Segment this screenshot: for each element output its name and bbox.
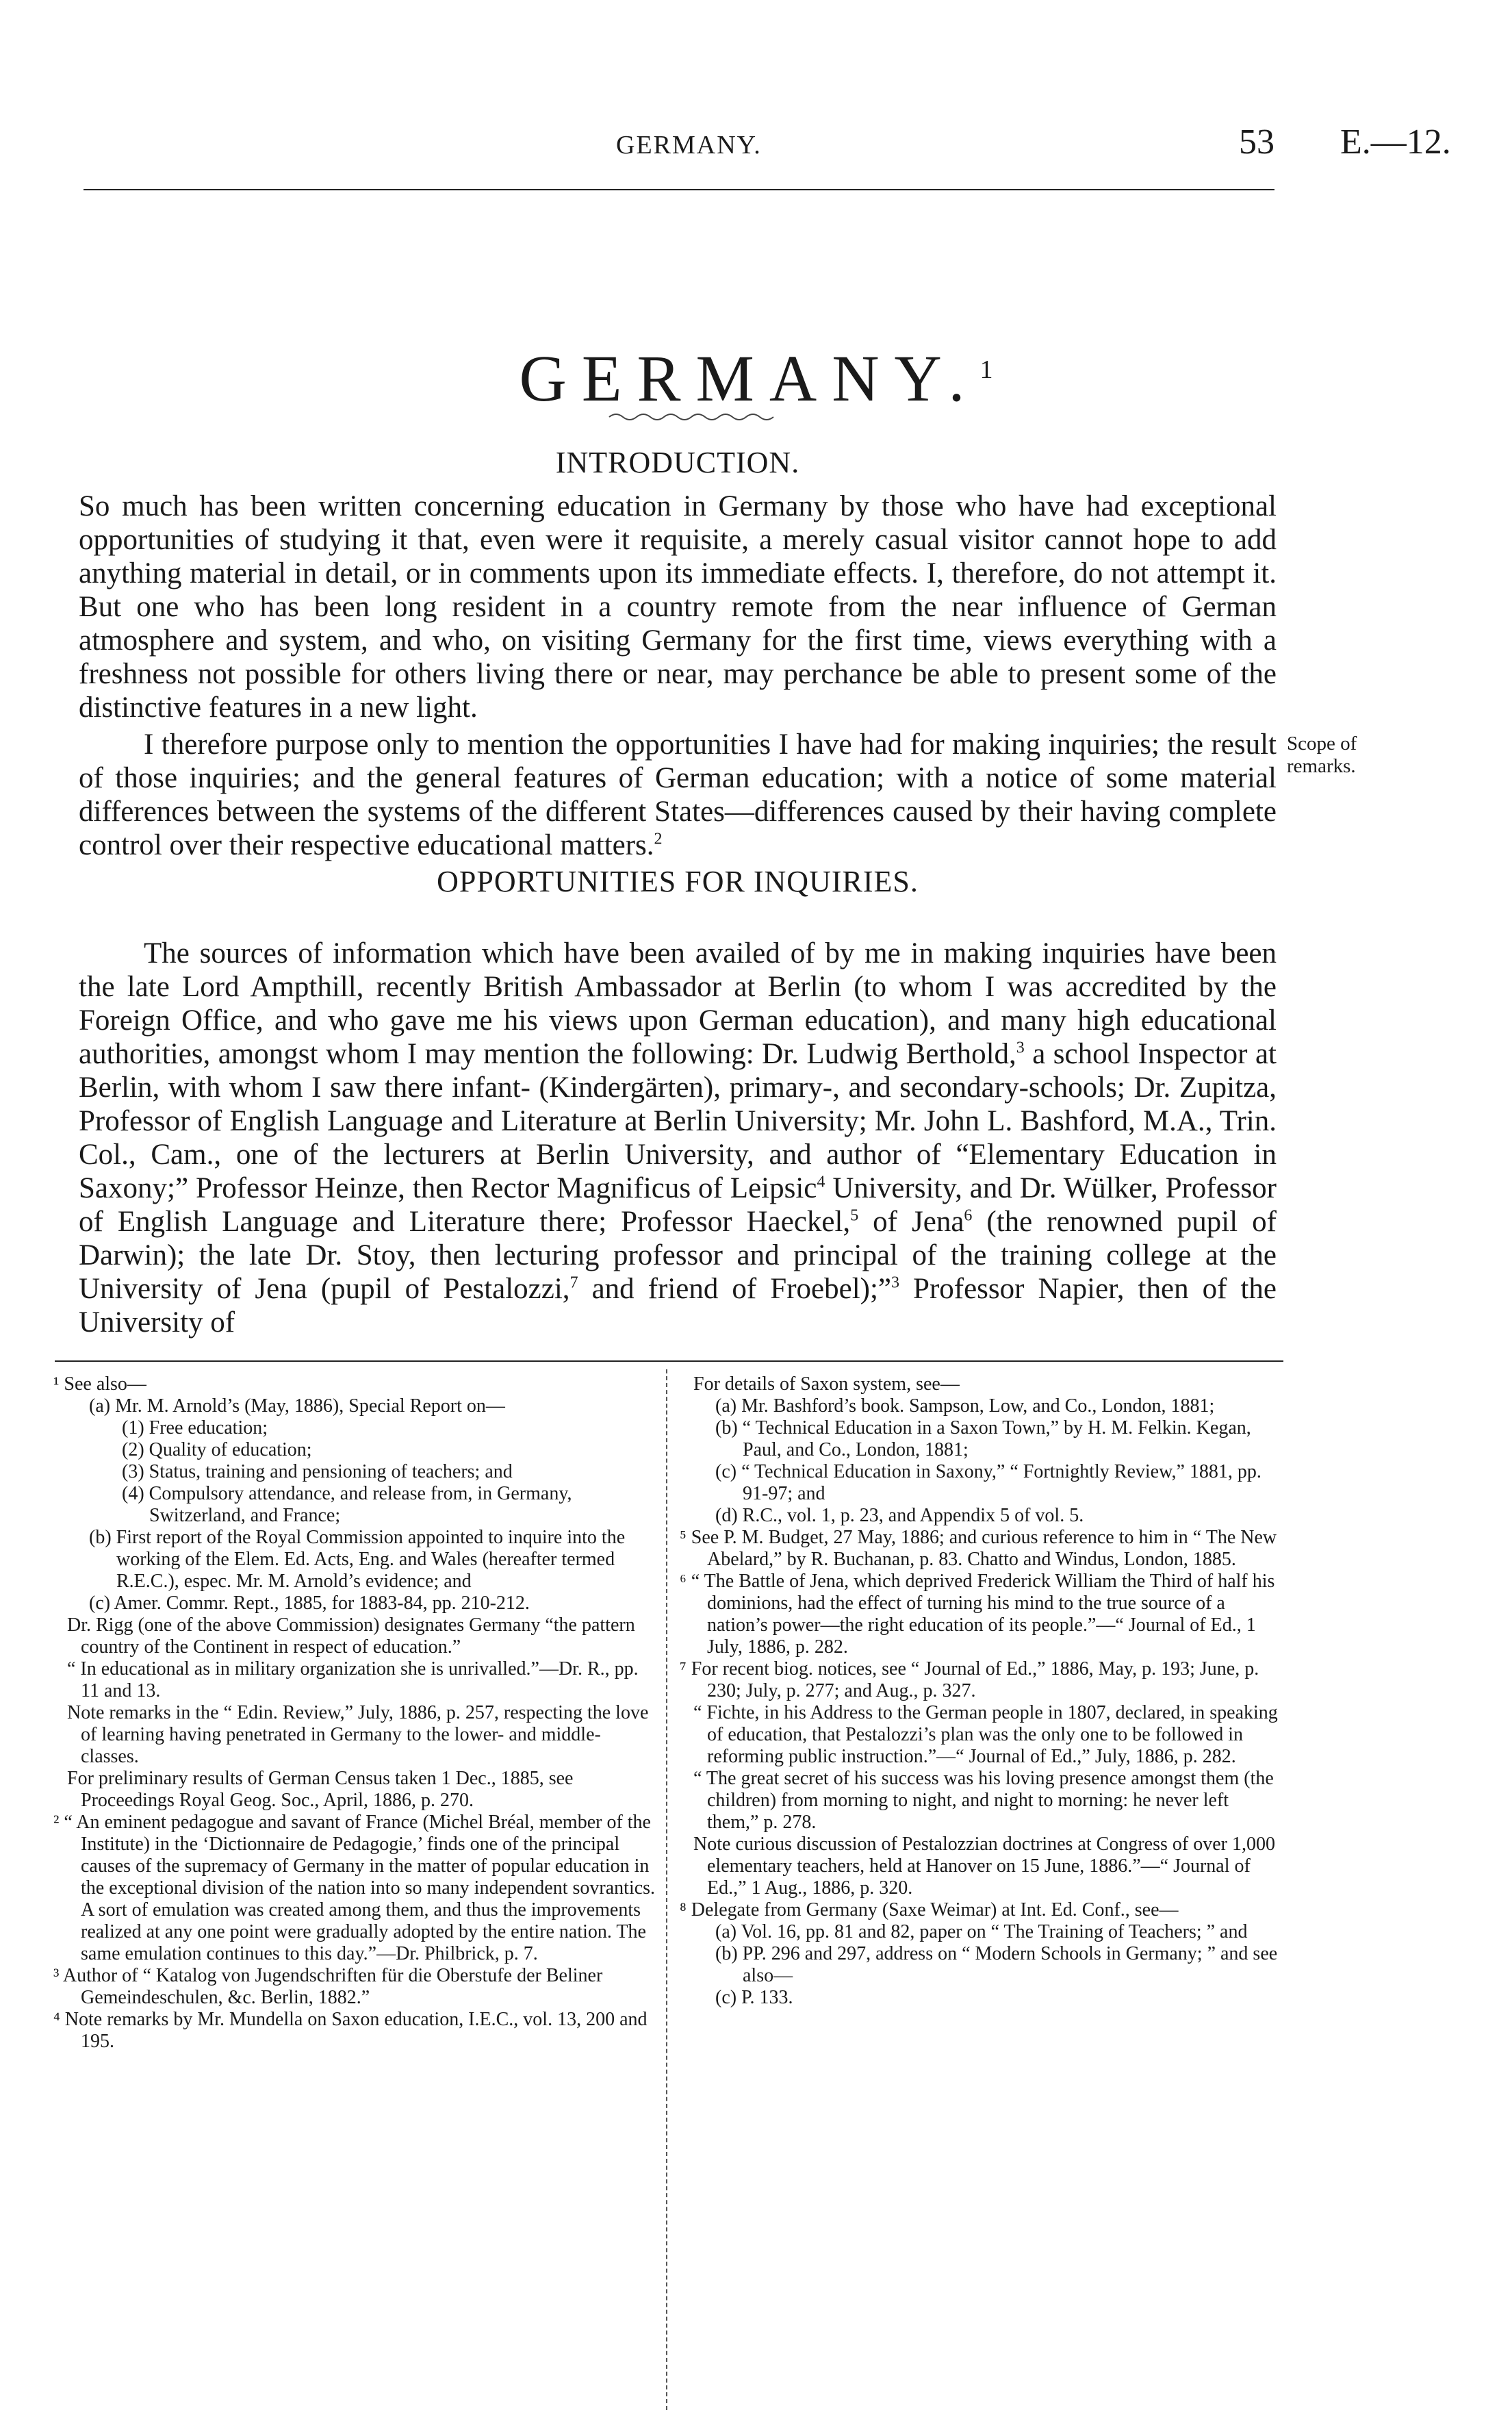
footnote-line: For preliminary results of German Census taken 1 Dec., 1885, see Proceedings Royal Geog. Soc., April, 1886, p. 270. — [67, 1768, 574, 1811]
para-segment: Professor Napier, then of the University of — [79, 1273, 1277, 1339]
footnote-line: (c) Amer. Commr. Rept., 1885, for 1883-84, pp. 210-212. — [89, 1593, 530, 1614]
footnotes-right-column — [680, 1373, 1282, 2009]
footnote-ref: 6 — [964, 1206, 973, 1225]
footnote-line: (b) “ Technical Education in a Saxon Town,” by H. M. Felkin. Kegan, Paul, and Co., London, 1881; — [715, 1417, 1251, 1460]
para-segment: The sources of information which have been availed of by me in making inquiries have been the late Lord Ampthill, recently British Ambassador at Berlin (to whom I was accredited by the Foreign Office, and who gave me his views upon German education), and many high educational authorities, amongst whom I may mention the following: Dr. Ludwig Berthold, — [79, 937, 1277, 1070]
footnote-line: (a) Vol. 16, pp. 81 and 82, paper on “ The Training of Teachers; ” and — [715, 1921, 1248, 1942]
page-number: 53 — [1239, 123, 1274, 162]
footnote-line: “ The great secret of his success was his loving presence amongst them (the children) from morning to night, and night to morning: he never left them,” p. 278. — [693, 1768, 1274, 1833]
footnote-line: (b) First report of the Royal Commission appointed to inquire into the working of the Elem. Ed. Acts, Eng. and Wales (hereafter termed R.E.C.), espec. Mr. M. Arnold’s evidence; and — [89, 1527, 626, 1592]
footnote-line: (b) PP. 296 and 297, address on “ Modern Schools in Germany; ” and see also— — [715, 1943, 1278, 1986]
footnote-line: Note curious discussion of Pestalozzian doctrines at Congress of over 1,000 elementary teachers, held at Hanover on 15 June, 1886.”—“ Journal of Ed.,” 1 Aug., 1886, p. 320. — [693, 1834, 1275, 1899]
footnote-ref: 2 — [654, 830, 663, 848]
footnote-line: (c) P. 133. — [715, 1987, 793, 2008]
page-title — [0, 342, 1512, 415]
para-segment: a school Inspector at Berlin, with whom I saw there infant- (Kindergärten), primary-, and secondary-schools; Dr. Zupitza, Professor of English Language and Literature at Berlin University; Mr. John L. Bashford, M.A., Trin. Col., Cam., one of the lecturers at Berlin University, and author of “Elementary Education in Saxony;” Professor Heinze, then Rector Magnificus of Leipsic — [79, 1038, 1277, 1204]
footnote-line: “ Fichte, in his Address to the German people in 1807, declared, in speaking of education, that Pestalozzi’s plan was the only one to be followed in reforming public instruction.”—“ Journal of Ed.,” July, 1886, p. 282. — [693, 1702, 1278, 1767]
footnote-line: (2) Quality of education; — [122, 1439, 312, 1460]
footnotes-left-column — [53, 1373, 656, 2053]
footnote-line: ⁸ Delegate from Germany (Saxe Weimar) at Int. Ed. Conf., see— — [680, 1899, 1179, 1920]
para-segment: (the renowned pupil of Darwin); the late Dr. Stoy, then lecturing professor and principal of the training college at the University of Jena (pupil of Pestalozzi, — [79, 1206, 1277, 1305]
footnote-line: (a) Mr. M. Arnold’s (May, 1886), Special Report on— — [89, 1395, 505, 1417]
footnote-ref: 7 — [569, 1273, 578, 1292]
para-segment: and friend of Froebel);” — [578, 1273, 891, 1305]
footnote-rule — [55, 1360, 1283, 1362]
intro-paragraph-1: So much has been written concerning education in Germany by those who have had exceptional opportunities of studying it that, even were it requisite, a merely casual visitor cannot hope to add anything material in detail, or in comments upon its immediate effects. I, therefore, do not attempt it. But one who has been long resident in a country remote from the near influence of German atmosphere and system, and who, on visiting Germany for the first time, views everything with a freshness not possible for others living there or near, may perchance be able to present some of the distinctive features in a new light. — [79, 490, 1277, 724]
intro-paragraph-2-text: I therefore purpose only to mention the opportunities I have had for making inquiries; the result of those inquiries; and the general features of German education; with a notice of some material differences between the systems of the different States—differences caused by their having complete control over their respective educational matters. — [79, 728, 1277, 861]
opportunities-heading: OPPORTUNITIES FOR INQUIRIES. — [437, 865, 919, 898]
footnote-line: (c) “ Technical Education in Saxony,” “ Fortnightly Review,” 1881, pp. 91-97; and — [715, 1461, 1261, 1504]
ornament-rule — [602, 407, 780, 427]
footnote-line: (3) Status, training and pensioning of teachers; and — [122, 1461, 513, 1482]
footnote-line: ⁴ Note remarks by Mr. Mundella on Saxon education, I.E.C., vol. 13, 200 and 195. — [53, 2009, 648, 2052]
footnote-line: For details of Saxon system, see— — [693, 1373, 960, 1395]
footnote-line: (1) Free education; — [122, 1417, 268, 1438]
footnote-ref: 4 — [817, 1173, 825, 1191]
header-rule — [84, 189, 1274, 190]
footnote-line: ⁷ For recent biog. notices, see “ Journal of Ed.,” 1886, May, p. 193; June, p. 230; July, p. 277; and Aug., p. 327. — [680, 1658, 1259, 1701]
title-footnote-ref: 1 — [979, 355, 993, 384]
footnote-line: ⁵ See P. M. Budget, 27 May, 1886; and curious reference to him in “ The New Abelard,” by R. Buchanan, p. 83. Chatto and Windus, London, 1885. — [680, 1527, 1277, 1570]
footnote-ref: 3 — [1016, 1039, 1025, 1057]
intro-paragraph-2 — [79, 728, 1277, 862]
footnote-line: (d) R.C., vol. 1, p. 23, and Appendix 5 of vol. 5. — [715, 1505, 1084, 1526]
footnote-column-divider — [666, 1369, 667, 2410]
opportunities-paragraph — [79, 937, 1277, 1339]
footnote-line: Dr. Rigg (one of the above Commission) designates Germany “the pattern country of the Continent in respect of education.” — [67, 1614, 635, 1658]
footnote-ref: 5 — [850, 1206, 859, 1225]
introduction-heading: INTRODUCTION. — [555, 446, 800, 479]
footnote-line: ³ Author of “ Katalog von Jugendschriften für die Oberstufe der Beliner Gemeindeschulen, &c. Berlin, 1882.” — [53, 1965, 603, 2008]
footnote-line: Note remarks in the “ Edin. Review,” July, 1886, p. 257, respecting the love of learning having penetrated in Germany to the lower- and middle-classes. — [67, 1702, 649, 1767]
footnote-line: “ In educational as in military organization she is unrivalled.”—Dr. R., pp. 11 and 13. — [67, 1658, 639, 1701]
margin-note: Scope of remarks. — [1287, 733, 1357, 777]
footnote-line: ¹ See also— — [53, 1373, 146, 1395]
footnote-line: ⁶ “ The Battle of Jena, which deprived Frederick William the Third of half his dominions, had the effect of turning his mind to the true source of a nation’s power—the right education of its people.”—“ Journal of Ed., 1 July, 1886, p. 282. — [680, 1571, 1275, 1658]
footnote-line: (4) Compulsory attendance, and release from, in Germany, Switzerland, and France; — [122, 1483, 572, 1526]
para-segment: of Jena — [858, 1206, 964, 1238]
document-id: E.—12. — [1340, 123, 1451, 162]
running-title: GERMANY. — [616, 131, 762, 160]
page-title-text: GERMANY. — [519, 342, 980, 415]
para-segment: University, and Dr. Wülker, Professor of English Language and Literature there; Professor Haeckel, — [79, 1172, 1277, 1238]
footnote-ref: 3 — [891, 1273, 899, 1292]
footnote-line: (a) Mr. Bashford’s book. Sampson, Low, and Co., London, 1881; — [715, 1395, 1215, 1417]
footnote-line: ² “ An eminent pedagogue and savant of France (Michel Bréal, member of the Institute) in the ‘Dictionnaire de Pedagogie,’ finds one of the principal causes of the supremacy of Germany in the matter of popular education in the exceptional division of the nation into so many independent sovrantics. A sort of emulation was created among them, and thus the improvements realized at any one point were gradually adopted by the entire nation. The same emulation continues to this day.”—Dr. Philbrick, p. 7. — [53, 1812, 656, 1964]
